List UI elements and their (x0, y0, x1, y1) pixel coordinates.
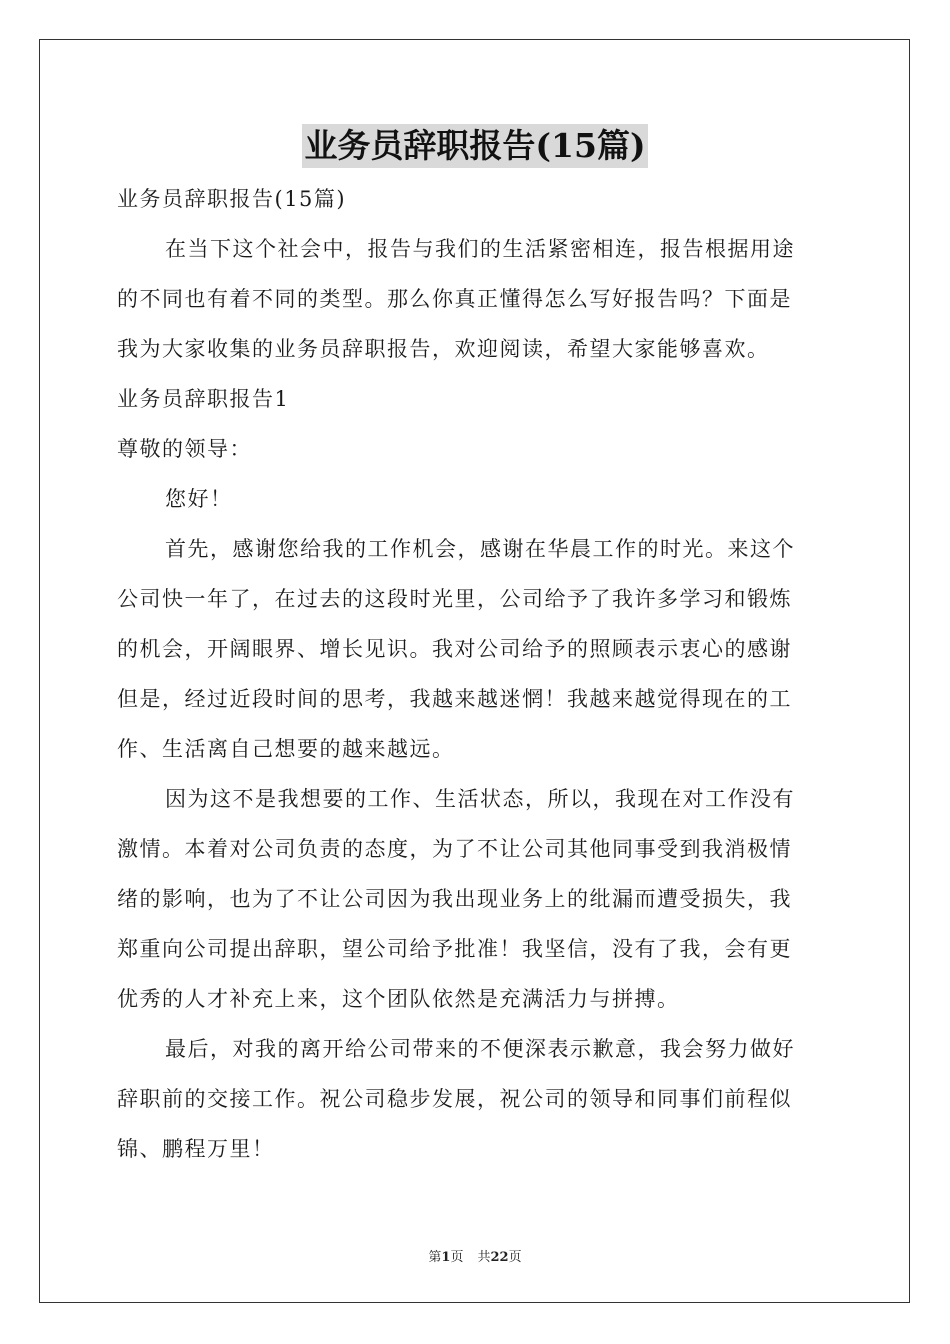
footer-page-number: 1 (441, 1250, 451, 1265)
text-line: 业务员辞职报告(15篇) (117, 187, 347, 211)
text-line: 锦、鹏程万里！ (117, 1137, 275, 1161)
page-footer (0, 1246, 950, 1265)
document-body (117, 174, 833, 1174)
text-line: 公司快一年了，在过去的这段时光里，公司给予了我许多学习和锻炼 (117, 587, 792, 611)
text-line: 因为这不是我想要的工作、生活状态，所以，我现在对工作没有 (165, 787, 795, 811)
footer-page-suffix: 页 (450, 1250, 464, 1265)
footer-page-prefix: 第 (428, 1250, 442, 1265)
text-line: 优秀的人才补充上来，这个团队依然是充满活力与拼搏。 (117, 987, 680, 1011)
text-line: 的机会，开阔眼界、增长见识。我对公司给予的照顾表示衷心的感谢 (117, 637, 792, 661)
text-line: 尊敬的领导： (117, 437, 252, 461)
text-line: 作、生活离自己想要的越来越远。 (117, 737, 455, 761)
text-line: 郑重向公司提出辞职，望公司给予批准！我坚信，没有了我，会有更 (117, 937, 792, 961)
footer-total-suffix: 页 (508, 1250, 522, 1265)
text-line: 业务员辞职报告1 (117, 387, 290, 411)
text-line: 的不同也有着不同的类型。那么你真正懂得怎么写好报告吗？下面是 (117, 287, 792, 311)
text-line: 您好！ (165, 487, 233, 511)
text-line: 最后，对我的离开给公司带来的不便深表示歉意，我会努力做好 (165, 1037, 795, 1061)
text-line: 在当下这个社会中，报告与我们的生活紧密相连，报告根据用途 (165, 237, 795, 261)
footer-total-prefix: 共 (477, 1250, 491, 1265)
title-wrap (0, 124, 950, 168)
text-line: 但是，经过近段时间的思考，我越来越迷惘！我越来越觉得现在的工 (117, 687, 792, 711)
text-line: 激情。本着对公司负责的态度，为了不让公司其他同事受到我消极情 (117, 837, 792, 861)
document-title: 业务员辞职报告(15篇) (302, 124, 647, 168)
text-line: 辞职前的交接工作。祝公司稳步发展，祝公司的领导和同事们前程似 (117, 1087, 792, 1111)
footer-total-pages: 22 (490, 1250, 509, 1265)
text-line: 绪的影响，也为了不让公司因为我出现业务上的纰漏而遭受损失，我 (117, 887, 792, 911)
text-line: 我为大家收集的业务员辞职报告，欢迎阅读，希望大家能够喜欢。 (117, 337, 770, 361)
text-line: 首先，感谢您给我的工作机会，感谢在华晨工作的时光。来这个 (165, 537, 795, 561)
